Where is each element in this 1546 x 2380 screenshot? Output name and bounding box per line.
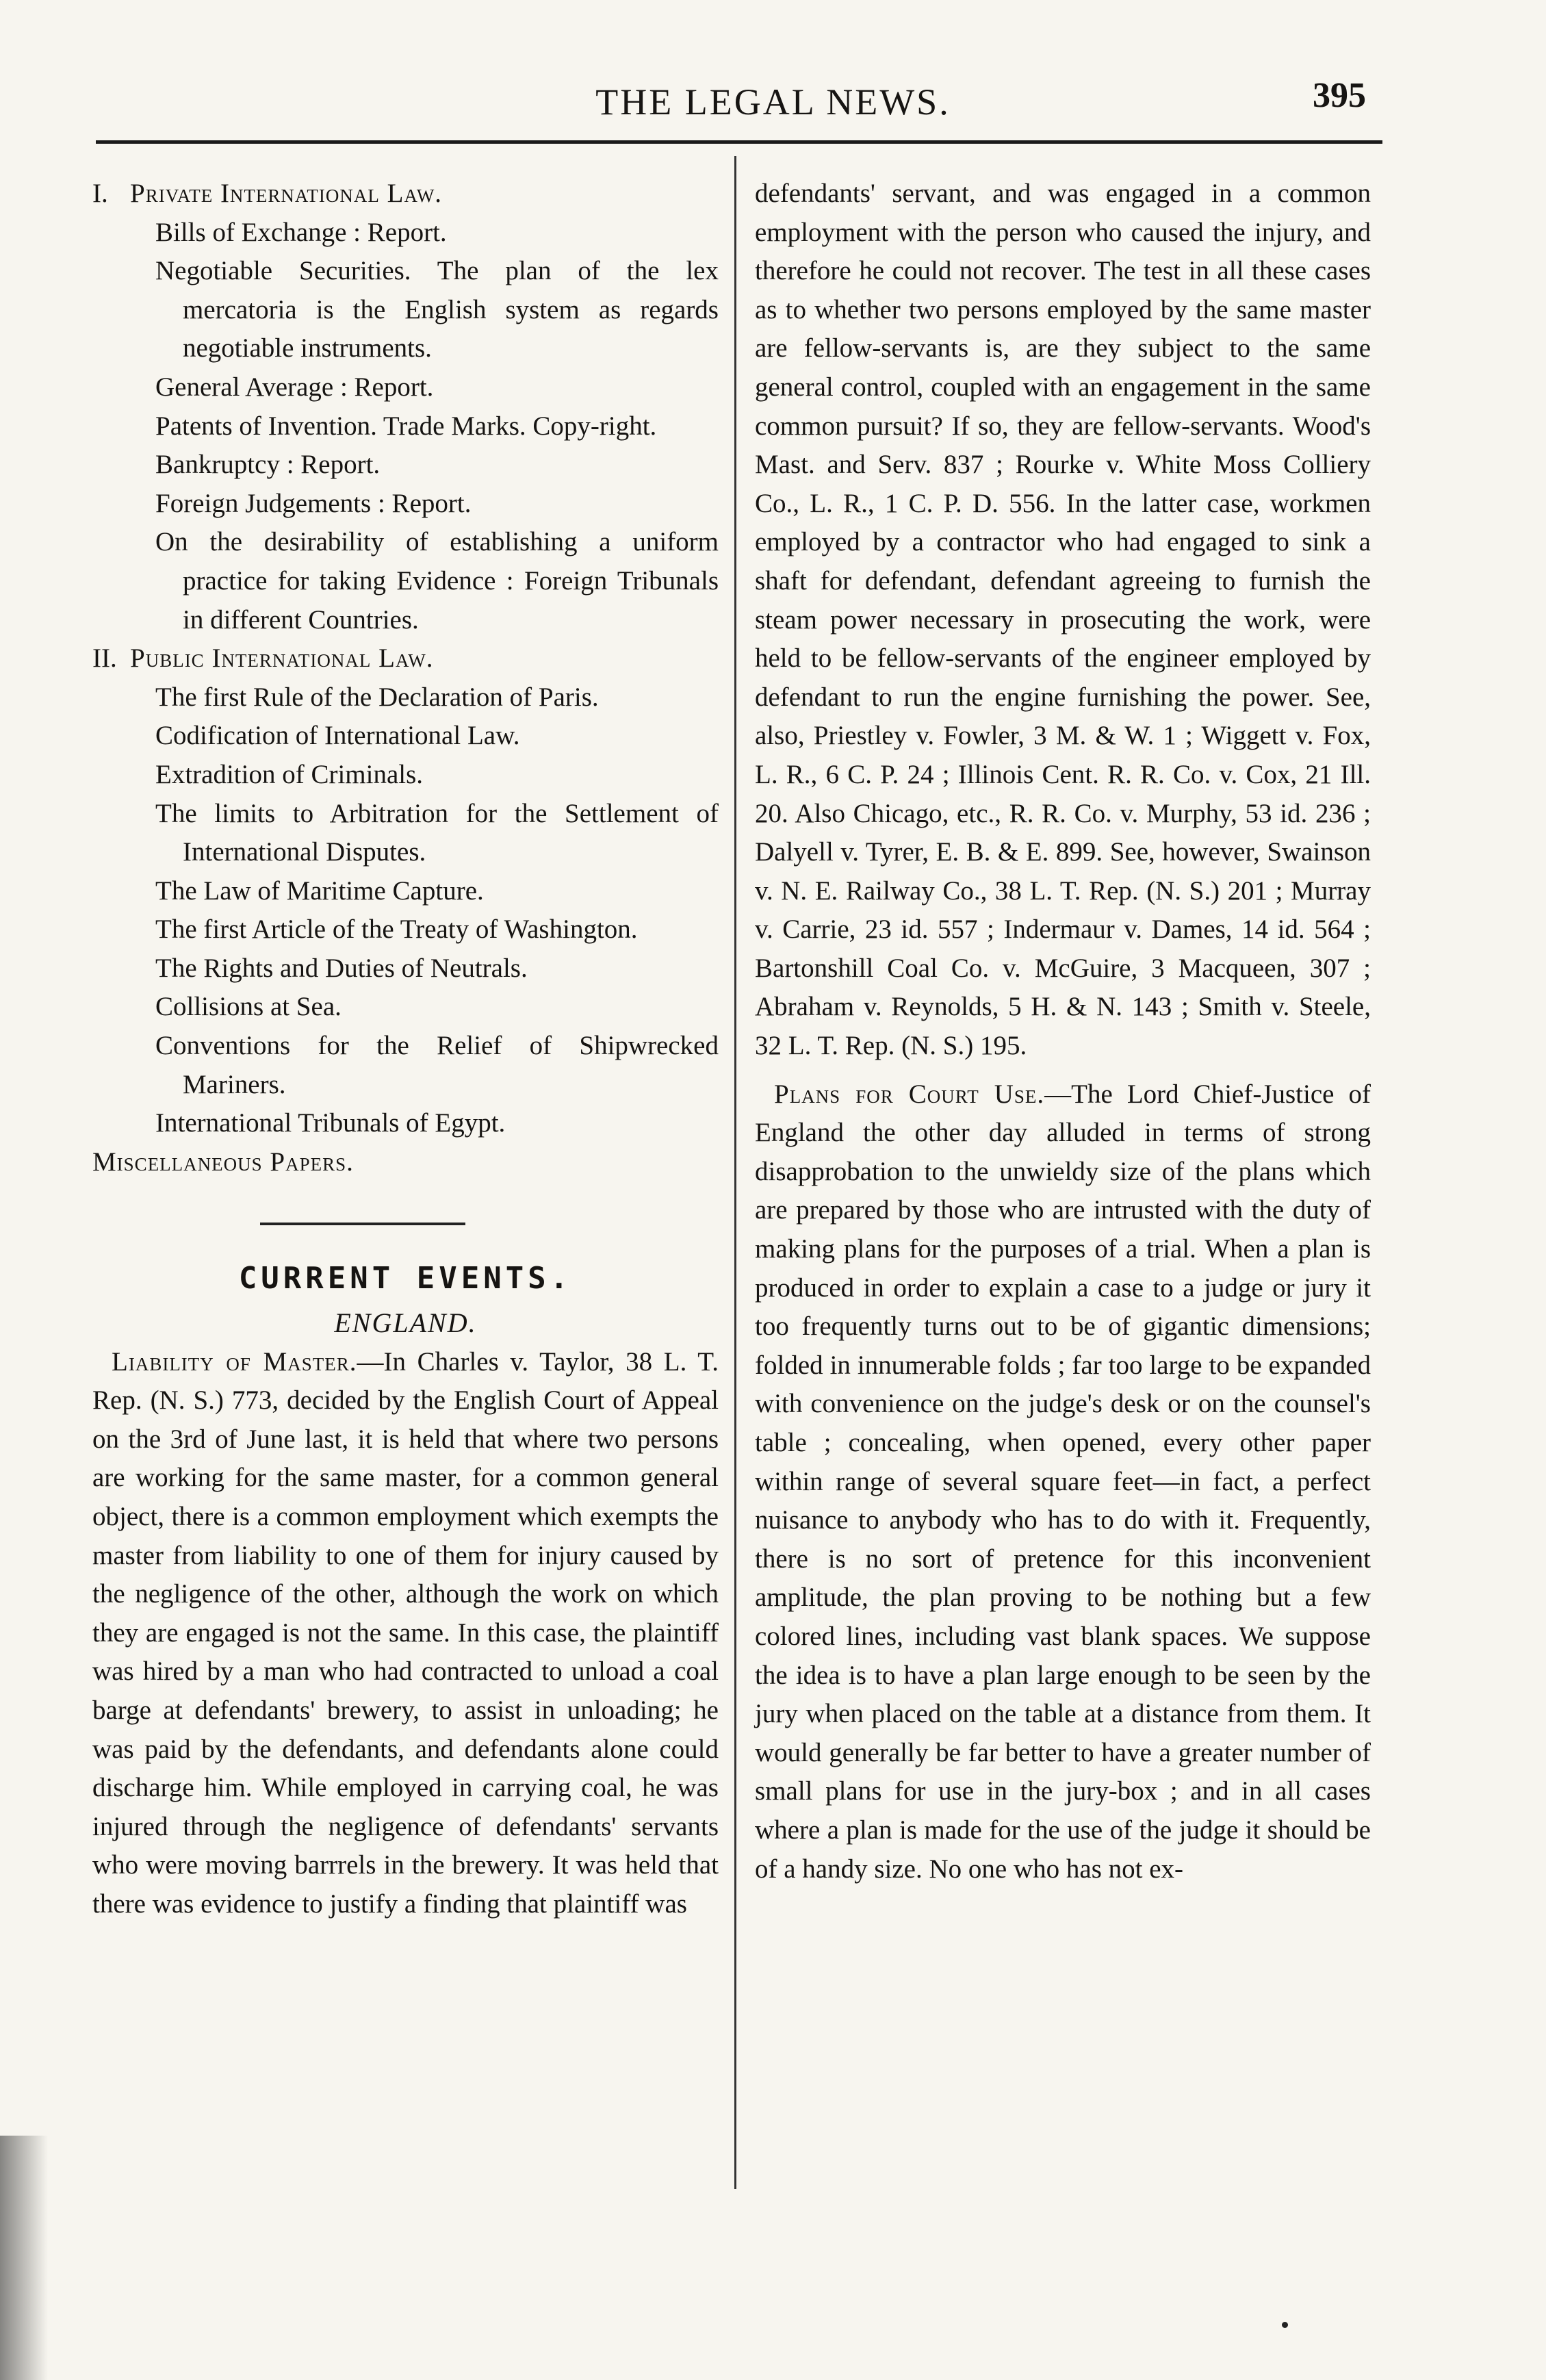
toc-item: The Law of Maritime Capture. xyxy=(155,875,484,906)
header-rule xyxy=(96,140,1382,144)
section-numeral: I. xyxy=(92,179,108,208)
sub-heading: ENGLAND. xyxy=(334,1307,477,1339)
section-title: Public International Law. xyxy=(130,643,434,674)
article-text: —The Lord Chief-Justice of England the other day alluded in terms of strong disapprobation to the unwieldy size of the plans which are prepared by those who are intrusted with the duty of making plans for the purposes of a trial. When a plan is produced in order to explain a case to a judge or jury it too frequently turns out to be of gigantic dimensions; folded in innumerable folds ; far too large to be expanded with convenience on the judge's desk or on the counsel's table ; concealing, when opened, every other paper within range of several square feet—in fact, a perfect nuisance to anybody who has to do with it. Frequently, there is no sort of pretence for this inconvenient amplitude, the plan proving to be nothing but a few colored lines, including vast blank spaces. We suppose the idea is to have a plan large enough to be seen by the jury when placed on the table at a distance from them. It would generally be far better to have a greater number of small plans for use in the jury-box ; and in all cases where a plan is made for the use of the judge it should be of a handy size. No one who has not ex- xyxy=(755,1079,1371,1884)
article-text: —In Charles v. Taylor, 38 L. T. Rep. (N. S.) 773, decided by the English Court of Appeal on the 3rd of June last, it is held that where two persons are working for the same master, for a common general object, there is a common employment which exempts the master from liability to one of them for injury caused by the negligence of the other, although the work on which they are engaged is not the same. In this case, the plaintiff was hired by a man who had contracted to unload a coal barge at defendants' brewery, to assist in unloading; he was paid by the defendants, and defendants alone could discharge him. While employed in carrying coal, he was injured through the negligence of defendants' servants who were moving barrrels in the brewery. It was held that there was evidence to justify a finding that plaintiff was xyxy=(92,1346,719,1919)
article-liability-continued: defendants' servant, and was engaged in a common employment with the person who caused the injury, and therefore he could not recover. The test in all these cases as to whether two persons employed by the same master are fellow-servants is, are they subject to the same general control, coupled with an engagement in the same common pursuit? If so, they are fellow-servants. Wood's Mast. and Serv. 837 ; Rourke v. White Moss Colliery Co., L. R., 1 C. P. D. 556. In the latter case, workmen employed by a contractor who had engaged to sink a shaft for defendant, defendant agreeing to furnish the steam power necessary in prosecuting the work, were held to be fellow-servants of the engineer employed by defendant to run the engine furnishing the power. See, also, Priestley v. Fowler, 3 M. & W. 1 ; Wiggett v. Fox, L. R., 6 C. P. 24 ; Illinois Cent. R. R. Co. v. Cox, 21 Ill. 20. Also Chicago, etc., R. R. Co. v. Murphy, 53 id. 236 ; Dalyell v. Tyrer, E. B. & E. 899. See, however, Swainson v. N. E. Railway Co., 38 L. T. Rep. (N. S.) 201 ; Murray v. Carrie, 23 id. 557 ; Indermaur v. Dames, 14 id. 564 ; Bartonshill Coal Co. v. McGuire, 3 Macqueen, 307 ; Abraham v. Reynolds, 5 H. & N. 143 ; Smith v. Steele, 32 L. T. Rep. (N. S.) 195. xyxy=(755,179,1371,1061)
left-column xyxy=(92,175,719,1924)
toc-item: Foreign Judgements : Report. xyxy=(155,488,472,518)
toc-item: Bankruptcy : Report. xyxy=(155,450,381,480)
toc-item: International Tribunals of Egypt. xyxy=(155,1108,506,1138)
article-plans xyxy=(755,1075,1371,1889)
page-header xyxy=(0,0,1546,164)
page-number: 395 xyxy=(1313,76,1366,115)
right-column xyxy=(755,175,1371,1889)
toc-section-private xyxy=(92,175,719,214)
toc-misc-papers: Miscellaneous Papers. xyxy=(92,1147,354,1177)
toc-item: Conventions for the Relief of Shipwrecked Mariners. xyxy=(155,1031,719,1099)
toc-item: The Rights and Duties of Neutrals. xyxy=(155,953,528,983)
article-lead: Liability of Master. xyxy=(112,1346,357,1377)
article-lead: Plans for Court Use. xyxy=(774,1079,1045,1109)
section-title: Private International Law. xyxy=(130,179,443,208)
toc-list-public xyxy=(92,678,719,1143)
running-title: THE LEGAL NEWS. xyxy=(595,81,951,123)
toc-item: Negotiable Securities. The plan of the lex mercatoria is the English system as regards negotiable instruments. xyxy=(155,256,719,363)
toc-item: Extradition of Criminals. xyxy=(155,759,424,789)
toc-item: On the desirability of establishing a uniform practice for taking Evidence : Foreign Tribunals in different Countries. xyxy=(155,527,719,635)
section-separator xyxy=(260,1223,465,1225)
section-heading: CURRENT EVENTS. xyxy=(238,1261,573,1296)
article-liability xyxy=(92,1343,719,1924)
toc-section-public xyxy=(92,639,719,678)
toc-item: Patents of Invention. Trade Marks. Copy-right. xyxy=(155,411,657,441)
column-divider xyxy=(734,156,736,2189)
page-edge-shadow xyxy=(0,2136,48,2380)
toc-item: The limits to Arbitration for the Settlement of International Disputes. xyxy=(155,798,719,867)
printer-dot xyxy=(1282,2322,1288,2328)
toc-item: Bills of Exchange : Report. xyxy=(155,217,447,247)
toc-item: General Average : Report. xyxy=(155,372,434,402)
toc-item: Codification of International Law. xyxy=(155,721,520,751)
toc-item: The first Rule of the Declaration of Paris. xyxy=(155,682,599,712)
toc-list-private xyxy=(92,214,719,640)
toc-item: The first Article of the Treaty of Washington. xyxy=(155,914,638,945)
toc-item: Collisions at Sea. xyxy=(155,992,342,1022)
section-numeral: II. xyxy=(92,643,117,674)
